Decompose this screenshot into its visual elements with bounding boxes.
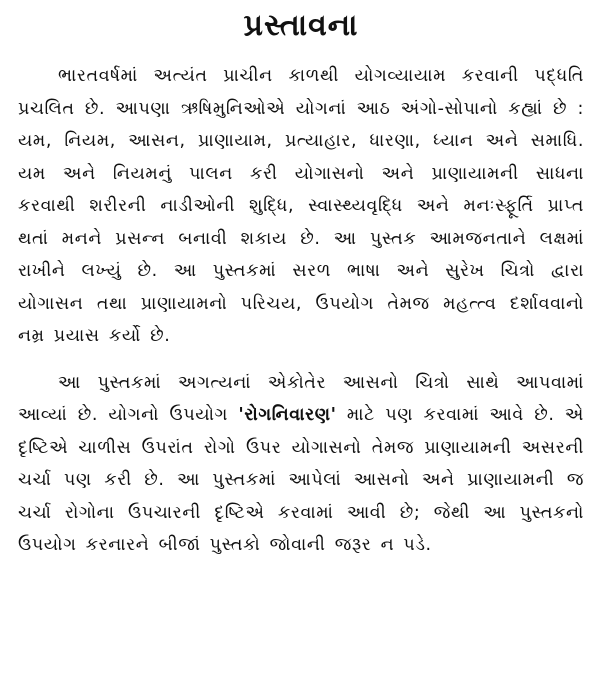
paragraph-2 [18, 367, 584, 562]
paragraph-2-text-after: માટે પણ કરવામાં આવે છે. એ દૃષ્ટિએ ચાળીસ ઉપરાંત રોગો ઉપર યોગાસનો તેમજ પ્રાણાયામની અસરની ચર્ચા પણ કરી છે. આ પુસ્તકમાં આપેલાં આસનો અને પ્રાણાયામની જ ચર્ચા રોગોના ઉપચારની દૃષ્ટિએ કરવામાં આવી છે; જેથી આ પુસ્તકનો ઉપયોગ કરનારને બીજાં પુસ્તકો જોવાની જરૂર ન પડે. [18, 405, 584, 555]
paragraph-2-emphasis: 'રોગનિવારણ' [238, 405, 337, 425]
paragraph-1: ભારતવર્ષમાં અત્યંત પ્રાચીન કાળથી યોગવ્યાયામ કરવાની પદ્ધતિ પ્રચલિત છે. આપણા ઋષિમુનિઓએ યોગનાં આઠ અંગો-સોપાનો કહ્યાં છે : યમ, નિયમ, આસન, પ્રાણાયામ, પ્રત્યાહાર, ધારણા, ધ્યાન અને સમાધિ. યમ અને નિયમનું પાલન કરી યોગાસનો અને પ્રાણાયામની સાધના કરવાથી શરીરની નાડીઓની શુદ્ધિ, સ્વાસ્થ્યવૃદ્ધિ અને મનઃસ્ફૂર્તિ પ્રાપ્ત થતાં મનને પ્રસન્ન બનાવી શકાય છે. આ પુસ્તક આમજનતાને લક્ષમાં રાખીને લખ્યું છે. આ પુસ્તકમાં સરળ ભાષા અને સુરેખ ચિત્રો દ્વારા યોગાસન તથા પ્રાણાયામનો પરિચય, ઉપયોગ તેમજ મહત્ત્વ દર્શાવવાનો નમ્ર પ્રયાસ કર્યો છે. [18, 66, 584, 346]
paragraph-2-text-before: આ પુસ્તકમાં અગત્યનાં એકોતેર આસનો ચિત્રો સાથે આપવામાં આવ્યાં છે. યોગનો ઉપયોગ [18, 372, 584, 425]
page-title: પ્રસ્તાવના [243, 8, 359, 43]
